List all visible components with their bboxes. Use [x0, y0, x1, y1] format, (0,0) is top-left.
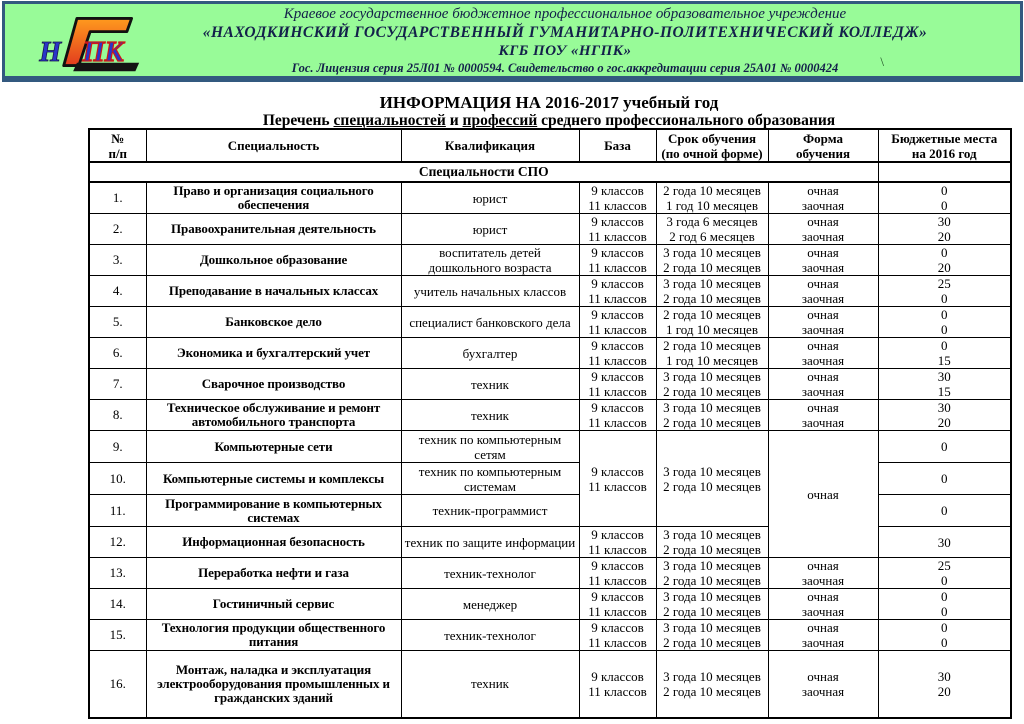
base-line: 11 классов [588, 260, 647, 275]
form-line: заочная [801, 573, 845, 588]
qualification-cell: юрист [401, 182, 579, 214]
qualification-cell: техник-технолог [401, 620, 579, 651]
budget-cell [878, 400, 1011, 431]
base-line: 9 классов [591, 463, 644, 479]
base-line: 11 классов [588, 635, 647, 650]
header-form [768, 129, 878, 162]
base-line: 9 классов [591, 558, 644, 573]
row-number: 8. [89, 400, 146, 431]
base-line: 11 классов [588, 322, 647, 337]
form-line: заочная [801, 415, 845, 430]
duration-cell [656, 276, 768, 307]
duration-cell [656, 651, 768, 718]
duration-line: 3 года 10 месяцев [663, 558, 761, 573]
form-line: заочная [801, 198, 845, 213]
budget-cell [878, 307, 1011, 338]
qualification-cell: юрист [401, 214, 579, 245]
duration-cell [656, 620, 768, 651]
table-row [89, 245, 1011, 276]
base-cell [579, 245, 656, 276]
duration-line: 2 года 10 месяцев [663, 183, 761, 198]
duration-line: 2 года 10 месяцев [663, 338, 761, 353]
college-short-name-line: КГБ ПОУ «НГПК» [498, 43, 632, 59]
form-line: заочная [801, 291, 845, 306]
budget-cell [878, 245, 1011, 276]
budget-line: 30 [937, 534, 951, 550]
specialty-cell: Технология продукции общественного питания [146, 620, 401, 651]
base-cell [579, 307, 656, 338]
header-form-line2: обучения [795, 145, 851, 161]
base-line: 11 классов [588, 604, 647, 619]
section-title: Специальности СПО [89, 162, 878, 182]
table-row [89, 558, 1011, 589]
form-cell [768, 245, 878, 276]
specialty-cell: Право и организация социального обеспечения [146, 182, 401, 214]
base-cell [579, 558, 656, 589]
duration-line: 3 года 10 месяцев [663, 589, 761, 604]
header-base: База [579, 129, 656, 162]
form-line: заочная [801, 353, 845, 368]
budget-line: 30 [937, 400, 951, 415]
duration-line: 3 года 10 месяцев [663, 276, 761, 291]
base-line: 9 классов [591, 527, 644, 542]
form-cell [768, 214, 878, 245]
qualification-cell: техник [401, 400, 579, 431]
section-empty-cell [878, 162, 1011, 182]
letterhead-text [140, 6, 990, 76]
budget-line: 25 [937, 276, 951, 291]
table-row [89, 620, 1011, 651]
subtitle-underlined-word: профессий [462, 112, 538, 129]
budget-line: 0 [941, 245, 948, 260]
table-row [89, 182, 1011, 214]
form-line: очная [807, 183, 839, 198]
stray-slash-mark: \ [880, 54, 884, 69]
qualification-cell: техник по защите информации [401, 527, 579, 558]
qualification-cell: техник-программист [401, 495, 579, 527]
form-line: заочная [801, 229, 845, 244]
budget-line: 20 [937, 229, 951, 244]
base-line: 11 классов [588, 683, 647, 699]
form-line: очная [807, 620, 839, 635]
budget-line: 0 [941, 503, 948, 518]
base-line: 9 классов [591, 668, 644, 684]
specialty-cell: Преподавание в начальных классах [146, 276, 401, 307]
row-number: 10. [89, 463, 146, 495]
document-titles [88, 93, 1010, 130]
form-line: очная [807, 369, 839, 384]
budget-line: 25 [937, 558, 951, 573]
budget-cell [878, 369, 1011, 400]
base-line: 11 классов [588, 384, 647, 399]
duration-line: 3 года 10 месяцев [663, 527, 761, 542]
header-duration-line1: Срок обучения [668, 130, 756, 146]
header-form-line1: Форма [803, 130, 843, 146]
specialty-cell: Переработка нефти и газа [146, 558, 401, 589]
form-line: заочная [801, 260, 845, 275]
duration-line: 3 года 10 месяцев [663, 620, 761, 635]
qualification-cell: воспитатель детей дошкольного возраста [401, 245, 579, 276]
specialty-cell: Правоохранительная деятельность [146, 214, 401, 245]
form-line: очная [807, 245, 839, 260]
duration-cell [656, 400, 768, 431]
base-line: 9 классов [591, 276, 644, 291]
form-line: заочная [801, 322, 845, 337]
budget-line: 30 [937, 214, 951, 229]
row-number: 5. [89, 307, 146, 338]
qualification-cell: техник по компьютерным сетям [401, 431, 579, 463]
base-line: 9 классов [591, 214, 644, 229]
base-line: 11 классов [588, 291, 647, 306]
row-number: 14. [89, 589, 146, 620]
budget-line: 0 [941, 471, 948, 486]
budget-line: 20 [937, 415, 951, 430]
form-line: заочная [801, 384, 845, 399]
qualification-cell: техник по компьютерным системам [401, 463, 579, 495]
budget-line: 0 [941, 198, 948, 213]
section-header-row [89, 162, 1011, 182]
base-line: 11 классов [588, 229, 647, 244]
logo-letter-n: Н [39, 36, 62, 68]
form-cell [768, 400, 878, 431]
row-number: 7. [89, 369, 146, 400]
row-number: 16. [89, 651, 146, 718]
form-line: очная [807, 214, 839, 229]
base-line: 9 классов [591, 183, 644, 198]
base-line: 11 классов [588, 198, 647, 213]
duration-cell [656, 245, 768, 276]
duration-line: 3 года 10 месяцев [663, 400, 761, 415]
form-cell [768, 369, 878, 400]
header-num-line2: п/п [108, 145, 128, 161]
row-number: 12. [89, 527, 146, 558]
base-line: 11 классов [588, 415, 647, 430]
form-line: очная [807, 276, 839, 291]
budget-cell [878, 276, 1011, 307]
duration-cell [656, 589, 768, 620]
form-cell [768, 620, 878, 651]
header-num [89, 129, 146, 162]
form-line: очная [807, 307, 839, 322]
duration-cell [656, 307, 768, 338]
duration-line: 1 год 10 месяцев [666, 353, 758, 368]
budget-cell [878, 182, 1011, 214]
duration-line: 2 года 10 месяцев [663, 635, 761, 650]
college-name-line: «НАХОДКИНСКИЙ ГОСУДАРСТВЕННЫЙ ГУМАНИТАРНО-ПОЛИТЕХНИЧЕСКИЙ КОЛЛЕДЖ» [202, 24, 928, 41]
base-line: 9 классов [591, 589, 644, 604]
table-row [89, 276, 1011, 307]
base-line: 9 классов [591, 400, 644, 415]
form-line: заочная [801, 683, 845, 699]
budget-cell [878, 558, 1011, 589]
form-line: очная [807, 668, 839, 684]
specialty-cell: Техническое обслуживание и ремонт автомобильного транспорта [146, 400, 401, 431]
row-number: 15. [89, 620, 146, 651]
duration-line: 2 года 10 месяцев [663, 291, 761, 306]
base-line: 11 классов [588, 478, 647, 494]
budget-line: 0 [941, 439, 948, 454]
specialty-cell: Гостиничный сервис [146, 589, 401, 620]
duration-line: 2 года 10 месяцев [663, 478, 761, 494]
subtitle-part: и [445, 112, 463, 129]
duration-line: 3 года 10 месяцев [663, 369, 761, 384]
table-row [89, 589, 1011, 620]
budget-cell [878, 495, 1011, 527]
budget-line: 20 [937, 683, 951, 699]
base-cell-merged [579, 431, 656, 527]
form-cell [768, 589, 878, 620]
budget-cell [878, 463, 1011, 495]
base-cell [579, 276, 656, 307]
base-line: 9 классов [591, 338, 644, 353]
base-line: 9 классов [591, 620, 644, 635]
duration-cell [656, 214, 768, 245]
base-line: 9 классов [591, 245, 644, 260]
budget-cell [878, 431, 1011, 463]
duration-line: 2 год 6 месяцев [669, 229, 755, 244]
specialties-table [88, 128, 1012, 719]
base-cell [579, 400, 656, 431]
subtitle-part: среднего профессионального образования [537, 112, 836, 129]
qualification-cell: специалист банковского дела [401, 307, 579, 338]
budget-cell [878, 651, 1011, 718]
specialty-cell: Сварочное производство [146, 369, 401, 400]
form-cell [768, 307, 878, 338]
base-cell [579, 214, 656, 245]
base-cell [579, 651, 656, 718]
table-row [89, 307, 1011, 338]
budget-line: 30 [937, 369, 951, 384]
form-line: очная [807, 558, 839, 573]
specialty-cell: Монтаж, наладка и эксплуатация электрооборудования промышленных и гражданских зданий [146, 651, 401, 718]
base-line: 9 классов [591, 307, 644, 322]
duration-cell [656, 338, 768, 369]
duration-cell [656, 182, 768, 214]
license-line: Гос. Лицензия серия 25Л01 № 0000594. Свидетельство о гос.аккредитации серия 25А01 № 0000424 [291, 61, 839, 75]
header-budget-line1: Бюджетные места [891, 130, 998, 146]
form-cell [768, 276, 878, 307]
header-duration-line2: (по очной форме) [661, 145, 763, 161]
specialty-cell: Программирование в компьютерных системах [146, 495, 401, 527]
duration-line: 3 года 6 месяцев [666, 214, 758, 229]
form-cell [768, 558, 878, 589]
budget-line: 0 [941, 573, 948, 588]
duration-line: 3 года 10 месяцев [663, 245, 761, 260]
specialty-cell: Экономика и бухгалтерский учет [146, 338, 401, 369]
qualification-cell: техник [401, 369, 579, 400]
row-number: 2. [89, 214, 146, 245]
specialty-cell: Информационная безопасность [146, 527, 401, 558]
qualification-cell: менеджер [401, 589, 579, 620]
header-qualification: Квалификация [401, 129, 579, 162]
header-duration [656, 129, 768, 162]
specialty-cell: Компьютерные сети [146, 431, 401, 463]
budget-line: 0 [941, 589, 948, 604]
form-cell [768, 651, 878, 718]
base-line: 11 классов [588, 573, 647, 588]
form-cell-merged [768, 431, 878, 558]
duration-line: 2 года 10 месяцев [663, 683, 761, 699]
budget-line: 15 [937, 384, 951, 399]
duration-line: 2 года 10 месяцев [663, 307, 761, 322]
form-line: заочная [801, 604, 845, 619]
subtitle-part: Перечень [262, 112, 334, 129]
row-number: 1. [89, 182, 146, 214]
form-line: очная [807, 589, 839, 604]
logo-letters-pk: ПК [82, 36, 124, 68]
budget-line: 30 [937, 668, 951, 684]
header-budget-line2: на 2016 год [911, 145, 977, 161]
table-row [89, 400, 1011, 431]
duration-line: 2 года 10 месяцев [663, 604, 761, 619]
budget-line: 15 [937, 353, 951, 368]
row-number: 11. [89, 495, 146, 527]
base-cell [579, 338, 656, 369]
row-number: 9. [89, 431, 146, 463]
base-cell [579, 620, 656, 651]
duration-line: 2 года 10 месяцев [663, 384, 761, 399]
form-line: очная [807, 486, 839, 502]
form-line: очная [807, 338, 839, 353]
table-row [89, 431, 1011, 463]
row-number: 13. [89, 558, 146, 589]
budget-line: 0 [941, 291, 948, 306]
duration-cell [656, 369, 768, 400]
duration-cell [656, 558, 768, 589]
base-line: 11 классов [588, 542, 647, 557]
row-number: 6. [89, 338, 146, 369]
table-header-row [89, 129, 1011, 162]
budget-cell [878, 338, 1011, 369]
budget-cell [878, 589, 1011, 620]
budget-line: 20 [937, 260, 951, 275]
row-number: 4. [89, 276, 146, 307]
base-cell [579, 589, 656, 620]
table-row [89, 338, 1011, 369]
qualification-cell: учитель начальных классов [401, 276, 579, 307]
base-line: 9 классов [591, 369, 644, 384]
specialty-cell: Компьютерные системы и комплексы [146, 463, 401, 495]
base-line: 11 классов [588, 353, 647, 368]
form-line: заочная [801, 635, 845, 650]
header-budget [878, 129, 1011, 162]
college-logo [31, 9, 153, 75]
header-specialty: Специальность [146, 129, 401, 162]
base-cell [579, 527, 656, 558]
budget-line: 0 [941, 307, 948, 322]
header-num-line1: № [111, 130, 125, 146]
budget-line: 0 [941, 183, 948, 198]
specialty-cell: Дошкольное образование [146, 245, 401, 276]
budget-line: 0 [941, 338, 948, 353]
budget-line: 0 [941, 620, 948, 635]
budget-cell [878, 527, 1011, 558]
duration-cell [656, 527, 768, 558]
row-number: 3. [89, 245, 146, 276]
budget-cell [878, 620, 1011, 651]
budget-line: 0 [941, 322, 948, 337]
duration-line: 3 года 10 месяцев [663, 463, 761, 479]
budget-cell [878, 214, 1011, 245]
duration-line: 2 года 10 месяцев [663, 415, 761, 430]
qualification-cell: техник-технолог [401, 558, 579, 589]
base-cell [579, 369, 656, 400]
table-row [89, 214, 1011, 245]
form-line: очная [807, 400, 839, 415]
qualification-cell: бухгалтер [401, 338, 579, 369]
page-title: ИНФОРМАЦИЯ НА 2016-2017 учебный год [379, 93, 719, 112]
duration-line: 1 год 10 месяцев [666, 322, 758, 337]
budget-line: 0 [941, 604, 948, 619]
duration-line: 2 года 10 месяцев [663, 573, 761, 588]
letterhead-banner [2, 1, 1023, 82]
table-row [89, 651, 1011, 718]
table-row [89, 369, 1011, 400]
duration-cell-merged [656, 431, 768, 527]
subtitle-underlined-word: специальностей [333, 112, 446, 129]
duration-line: 2 года 10 месяцев [663, 260, 761, 275]
qualification-cell: техник [401, 651, 579, 718]
form-cell [768, 338, 878, 369]
org-type-line: Краевое государственное бюджетное профессиональное образовательное учреждение [283, 6, 847, 22]
duration-line: 2 года 10 месяцев [663, 542, 761, 557]
duration-line: 3 года 10 месяцев [663, 668, 761, 684]
budget-line: 0 [941, 635, 948, 650]
form-cell [768, 182, 878, 214]
duration-line: 1 год 10 месяцев [666, 198, 758, 213]
specialty-cell: Банковское дело [146, 307, 401, 338]
base-cell [579, 182, 656, 214]
